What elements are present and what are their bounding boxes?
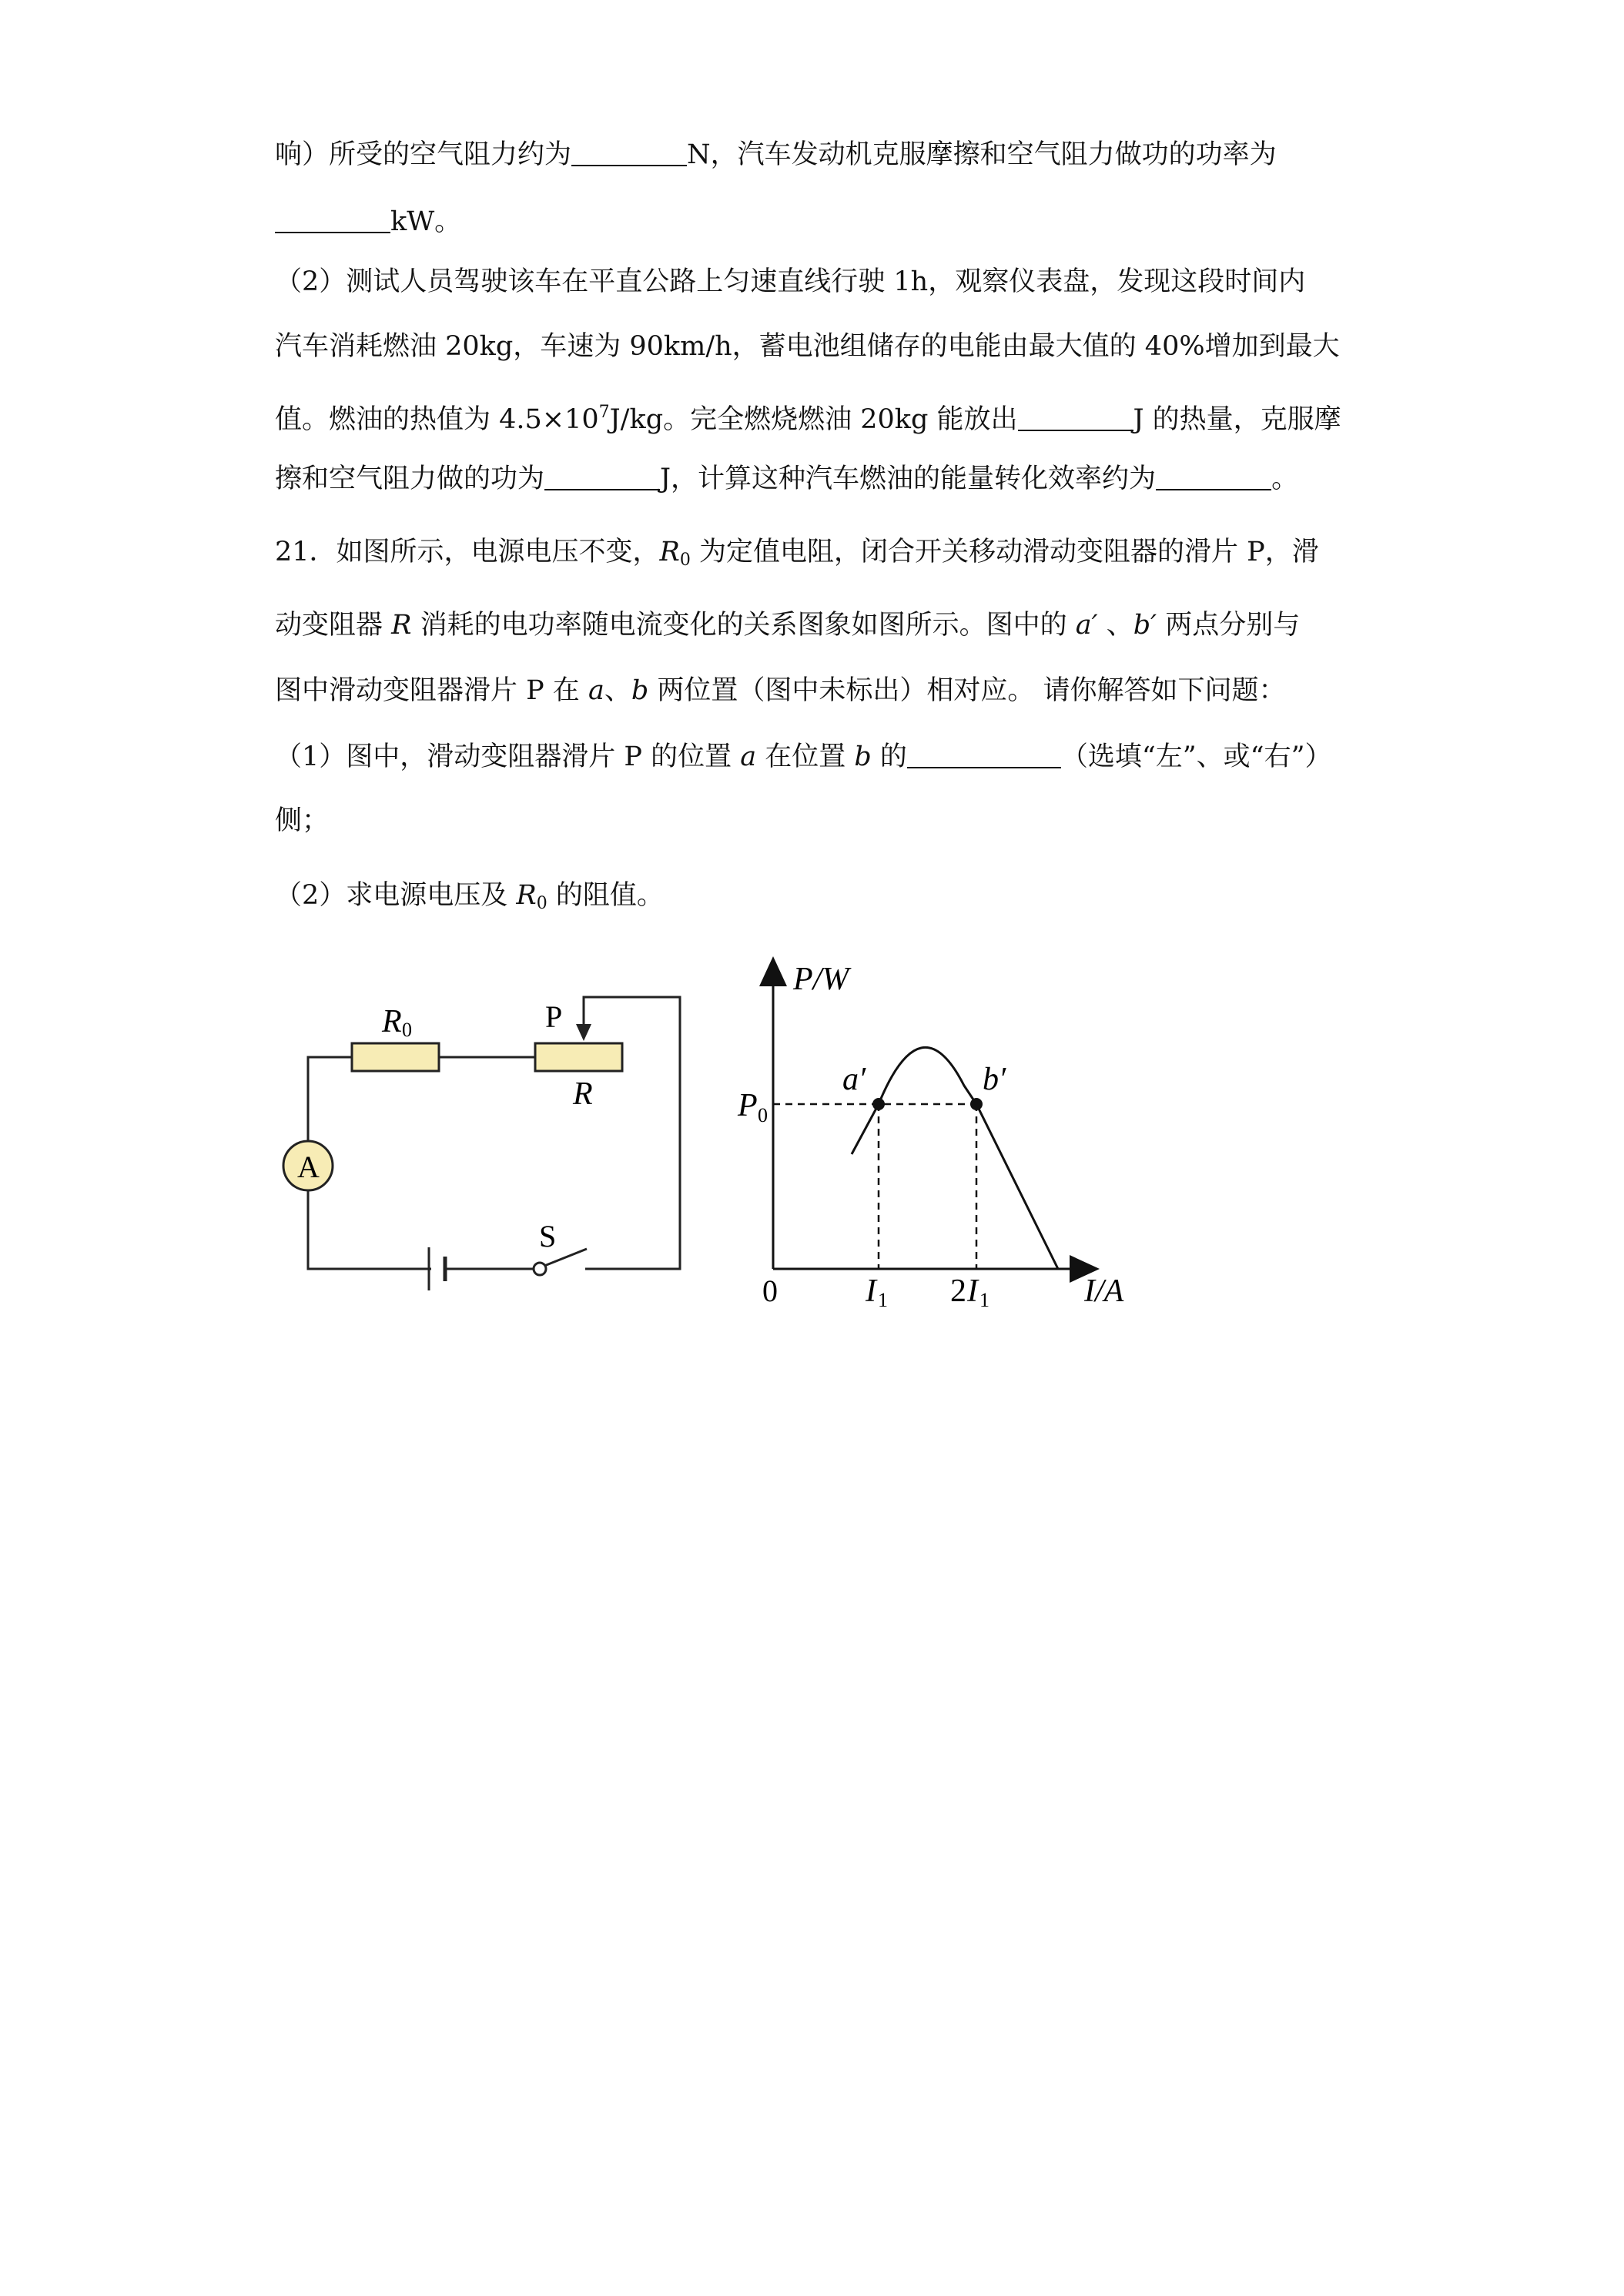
two-i1-prefix: 2 (950, 1274, 966, 1309)
question-21-part-2: （2）求电源电压及 $R_0$ 的阻值。 (275, 880, 664, 913)
point-b-label: b′ (983, 1062, 1006, 1097)
p0-label: P (738, 1088, 758, 1123)
ammeter-label: A (297, 1150, 320, 1184)
i1-label-sub: 1 (878, 1289, 888, 1311)
rheostat-r (535, 1043, 622, 1071)
text-line-1: 响）所受的空气阻力约为 N，汽车发动机克服摩擦和空气阻力做功的功率为 (275, 139, 1277, 170)
circuit-wire-right-return (584, 997, 680, 1269)
two-i1-label: I (967, 1274, 978, 1309)
i1-label: I (866, 1274, 876, 1309)
rheostat-label: R (573, 1076, 593, 1112)
question-21-part-1: （1）图中，滑动变阻器滑片 P 的位置 a 在位置 b 的 （选填“左”、或“右”） (275, 741, 1332, 772)
y-axis-label: P/W (793, 962, 849, 997)
p-i-graph (737, 962, 1124, 1311)
text-line-6: 擦和空气阻力做的功为 J，计算这种汽车燃油的能量转化效率约为 。 (275, 464, 1299, 494)
text-line-4: 汽车消耗燃油 20kg，车速为 90km/h，蓄电池组储存的电能由最大值的 40%增加到最大 (275, 331, 1340, 362)
slider-arrow-icon[interactable] (576, 1024, 591, 1041)
origin-label: 0 (762, 1274, 778, 1308)
question-21-line-1: 21．如图所示，电源电压不变，$R_0$ 为定值电阻，闭合开关移动滑动变阻器的滑片 P，滑 (275, 537, 1319, 570)
r0-label: R (382, 1004, 402, 1039)
power-curve (852, 1047, 1058, 1269)
text-line-2: kW。 (275, 202, 461, 241)
r0-label-sub: 0 (402, 1019, 412, 1041)
switch-label: S (539, 1219, 557, 1253)
text-line-3: （2）测试人员驾驶该车在平直公路上匀速直线行驶 1h，观察仪表盘，发现这段时间内 (275, 266, 1306, 297)
point-a-label: a′ (842, 1062, 866, 1097)
point-b-prime (970, 1098, 983, 1110)
question-21-part-1-cont: 侧； (275, 805, 330, 836)
two-i1-label-sub: 1 (979, 1289, 989, 1311)
point-a-prime (872, 1098, 885, 1110)
x-axis-label: I/A (1084, 1274, 1124, 1309)
switch-pivot (534, 1263, 546, 1275)
circuit-diagram (283, 997, 680, 1290)
text-line-5: 值。燃油的热值为 $4.5\times 10^7J/kg$。完全燃烧燃油 20kg 能放出 J 的热量，克服摩 (275, 403, 1341, 435)
slider-label: P (545, 999, 563, 1034)
resistor-r0 (352, 1043, 439, 1071)
question-21-line-2: 动变阻器 R 消耗的电功率随电流变化的关系图象如图所示。图中的 a′ 、b′ 两点分别与 (275, 610, 1301, 641)
p0-label-sub: 0 (758, 1104, 768, 1126)
question-21-line-3: 图中滑动变阻器滑片 P 在 a、b 两位置（图中未标出）相对应。 请你解答如下问题： (275, 675, 1286, 706)
circuit-wire-switch-right (587, 1259, 680, 1269)
